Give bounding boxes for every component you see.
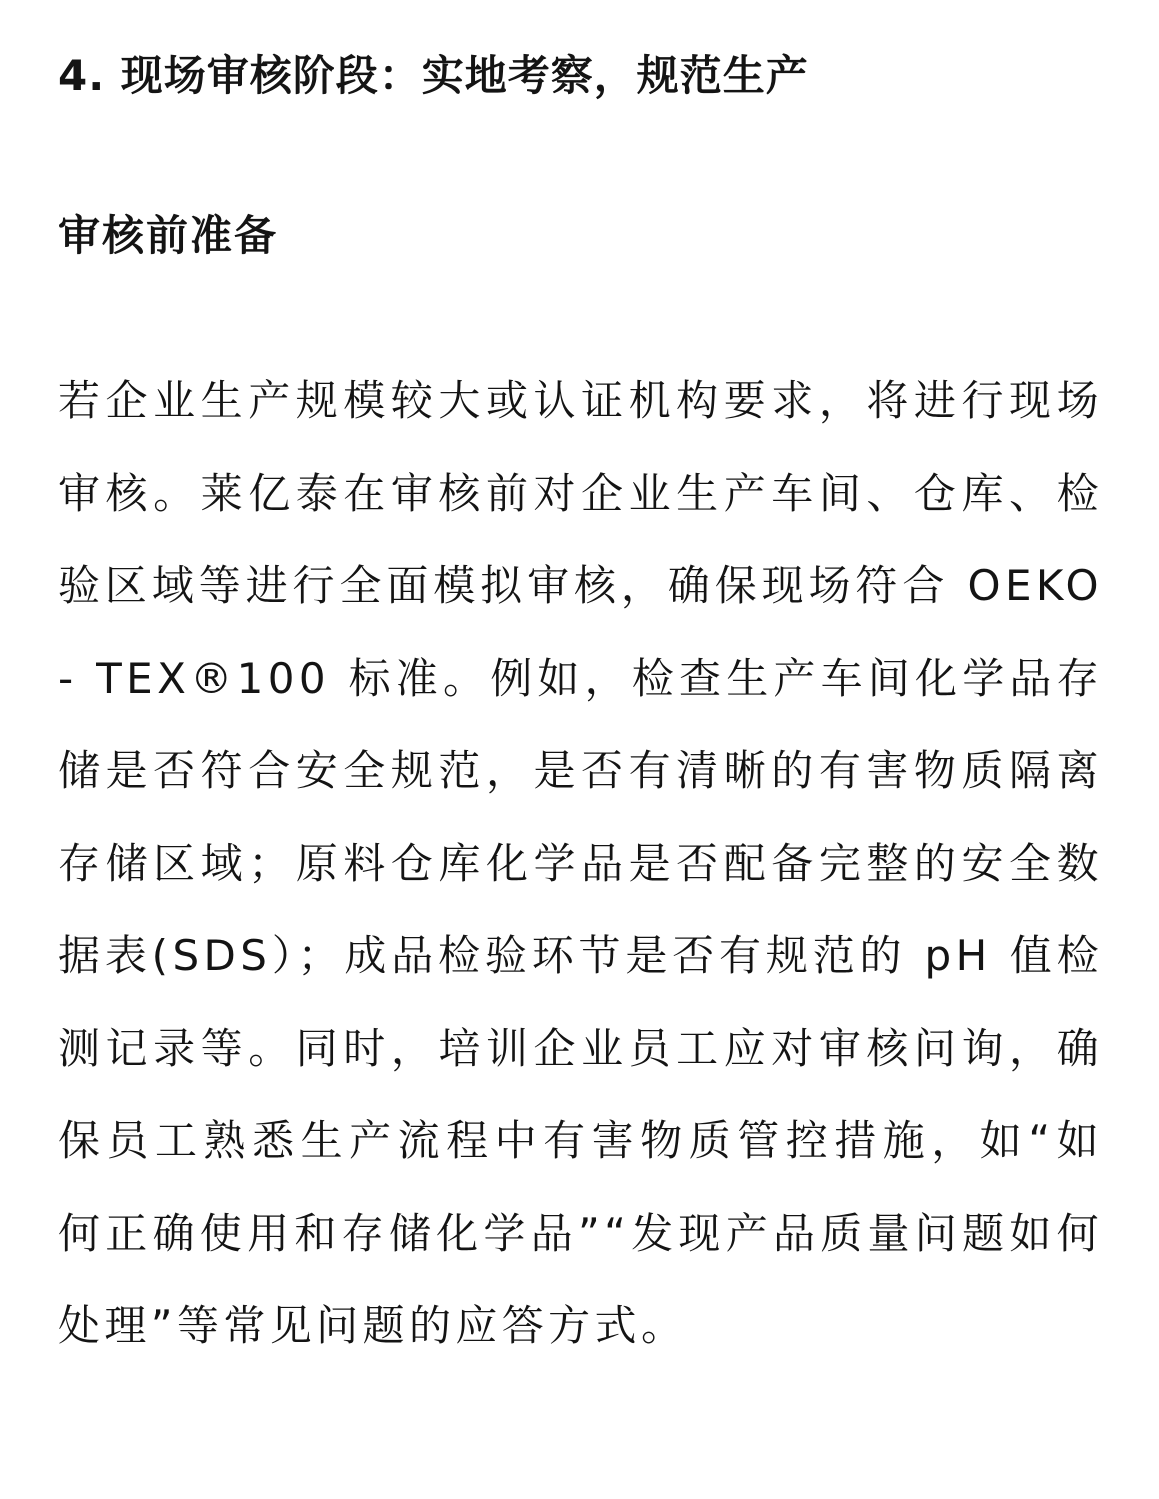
- body-paragraph: 若企业生产规模较大或认证机构要求，将进行现场审核。莱亿泰在审核前对企业生产车间、仓库、检验区域等进行全面模拟审核，确保现场符合 OEKO - TEX®100 标准。例如，检查生产车间化学品存储是否符合安全规范，是否有清晰的有害物质隔离存储区域；原料仓库化学品是否配备完整的安全数据表(SDS）；成品检验环节是否有规范的 pH 值检测记录等。同时，培训企业员工应对审核问询，确保员工熟悉生产流程中有害物质管控措施，如“如何正确使用和存储化学品”“发现产品质量问题如何处理”等常见问题的应答方式。: [58, 376, 1103, 1350]
- section-heading: 4. 现场审核阶段：实地考察，规范生产: [58, 51, 809, 100]
- subsection-heading: 审核前准备: [58, 211, 279, 260]
